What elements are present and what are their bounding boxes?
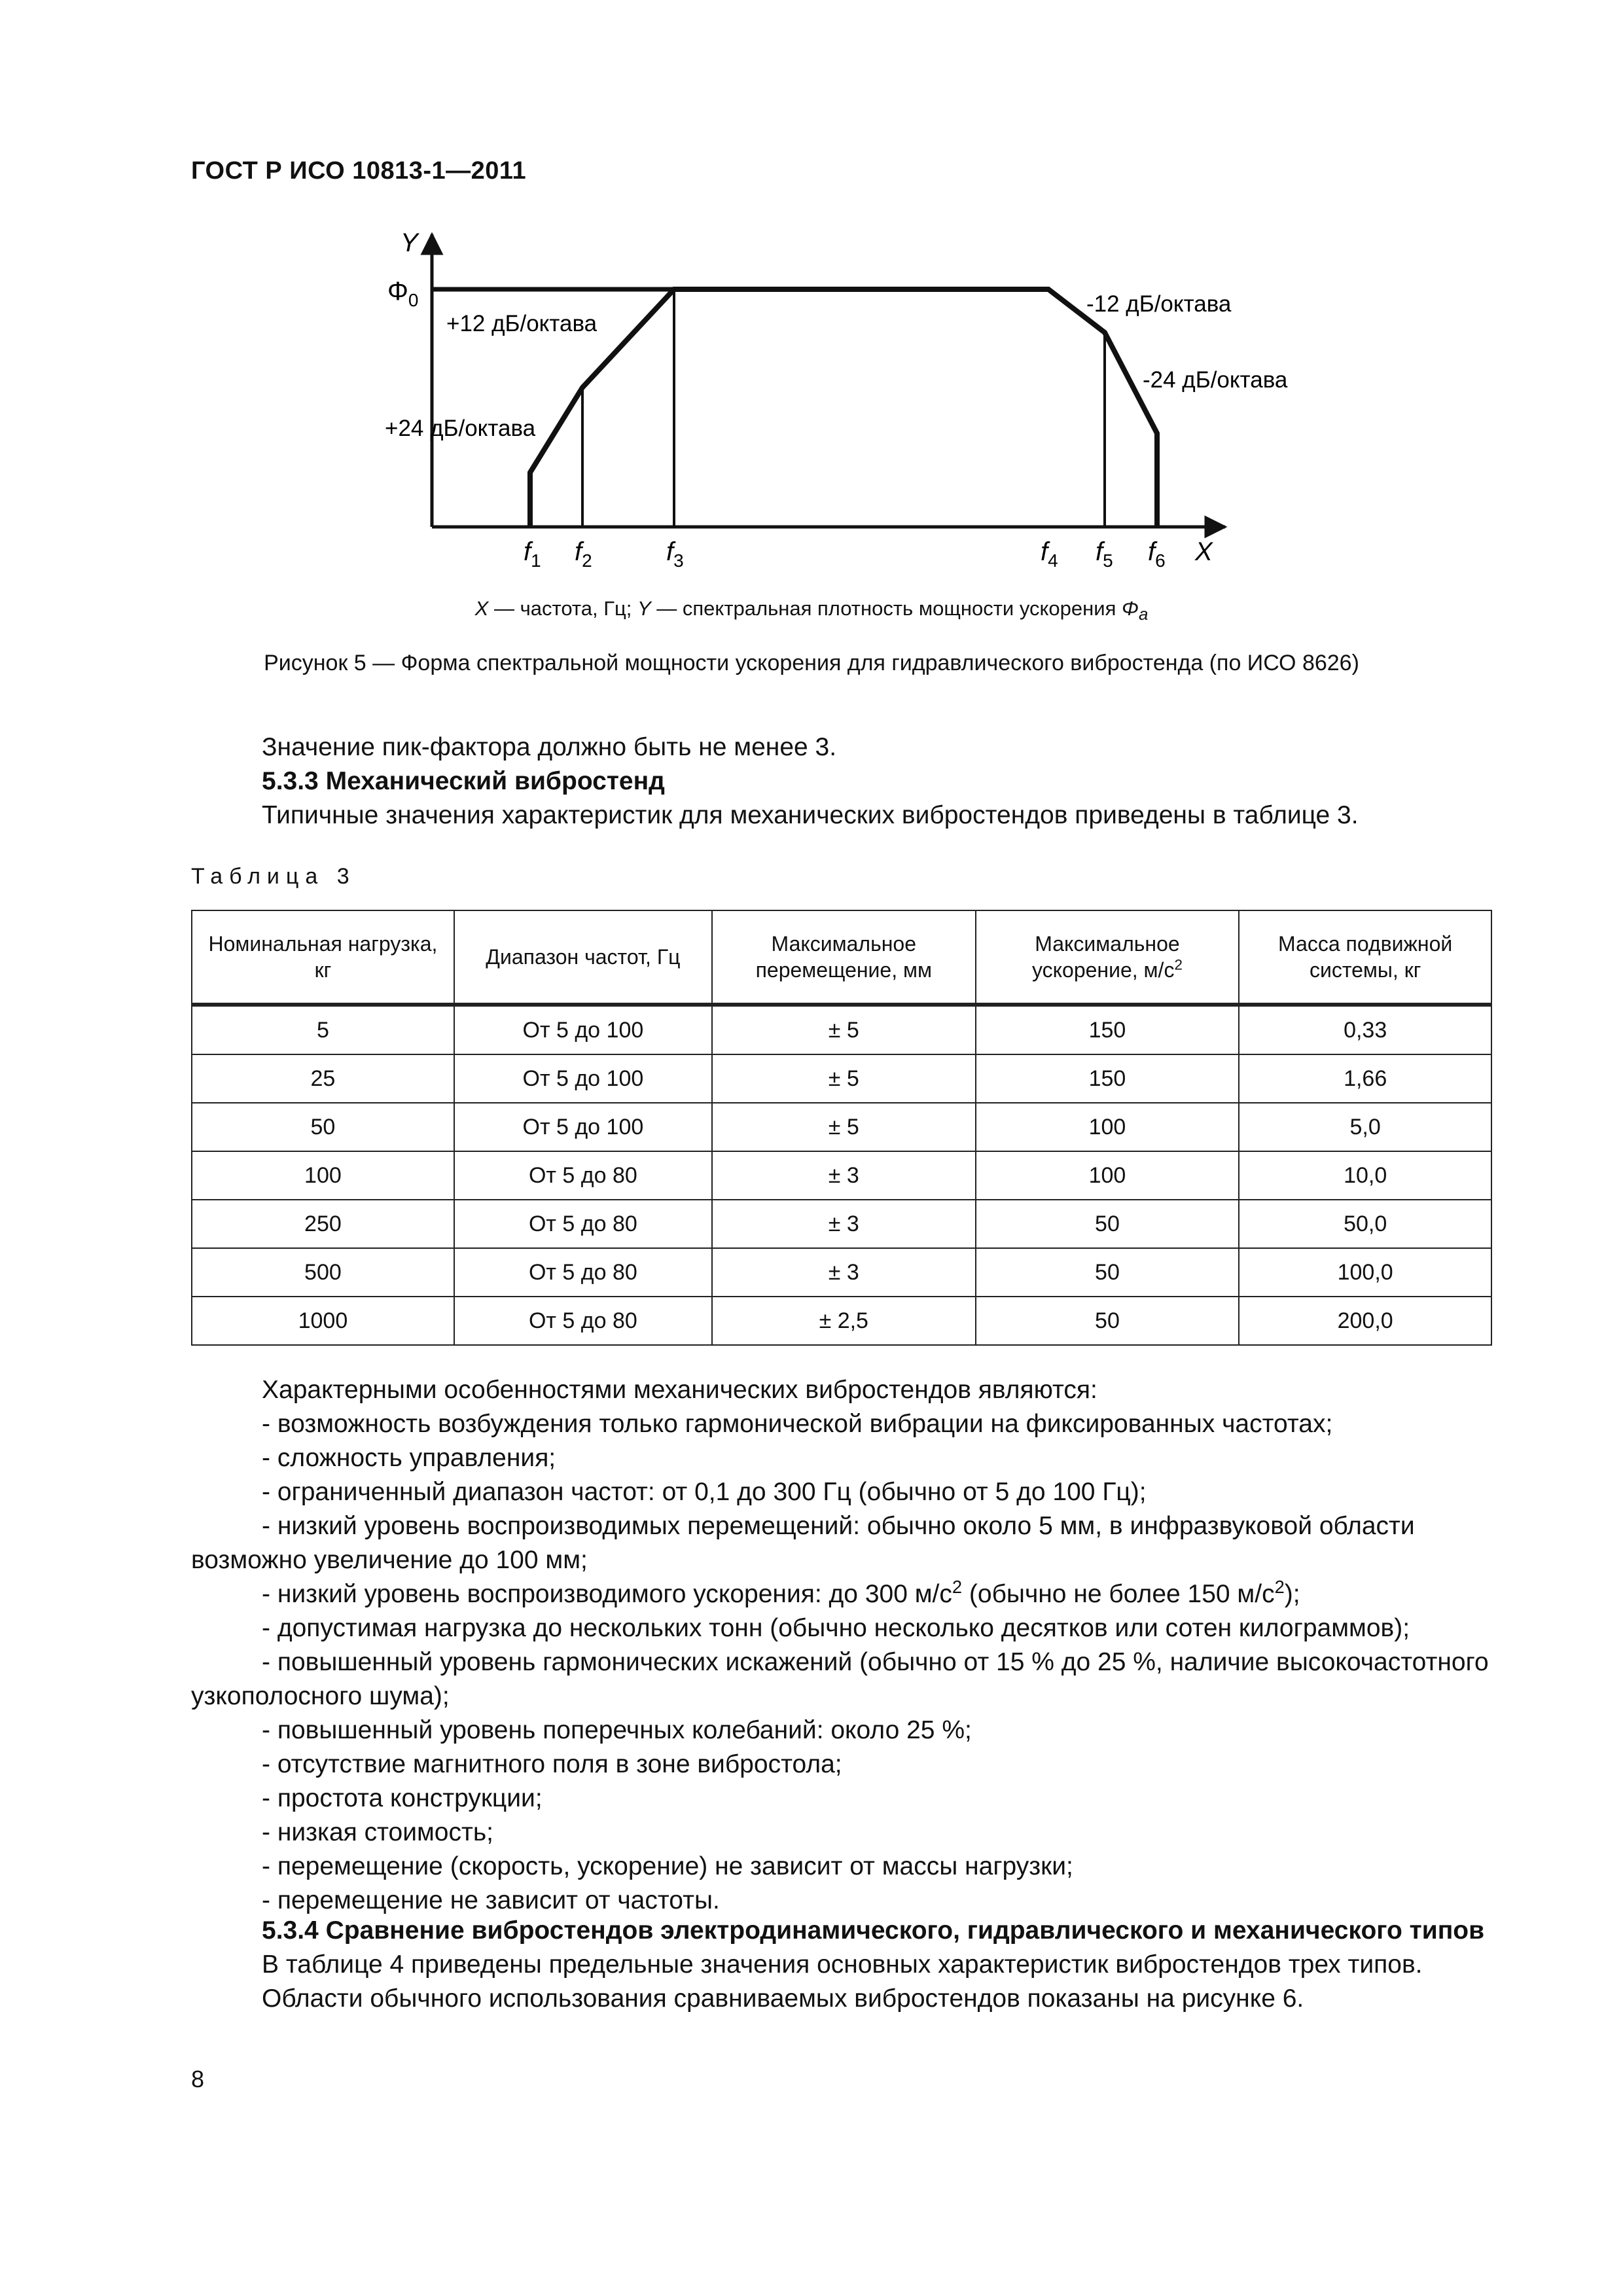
tick-f4: $f_4$ <box>1041 537 1058 571</box>
list-item: - возможность возбуждения только гармонической вибрации на фиксированных частотах; <box>262 1410 1333 1438</box>
list-item: - перемещение не зависит от частоты. <box>262 1886 720 1914</box>
section-534 <box>191 1914 1493 2016</box>
section-534-heading: 5.3.4 Сравнение вибростендов электродинамического, гидравлического и механического типов <box>262 1916 1485 1945</box>
tick-f5: $f_5$ <box>1096 537 1113 571</box>
list-item: - простота конструкции; <box>262 1784 543 1812</box>
table-row: 500 От 5 до 80 ± 3 50 100,0 <box>192 1248 1491 1297</box>
y-axis-label: Y <box>401 228 418 257</box>
list-item: - сложность управления; <box>262 1444 556 1472</box>
phi0-label: $\Phi_0$ <box>387 277 419 310</box>
table-row: 25 От 5 до 100 ± 5 150 1,66 <box>192 1054 1491 1103</box>
table-row: 5 От 5 до 100 ± 5 150 0,33 <box>192 1005 1491 1054</box>
document-header: ГОСТ Р ИСО 10813-1—2011 <box>191 157 527 185</box>
tick-f3: $f_3$ <box>666 537 684 571</box>
list-item: - повышенный уровень гармонических искажений (обычно от 15 % до 25 %, наличие высокочастотного узкополосного шума); <box>191 1648 1489 1710</box>
section-534-paragraph-1: В таблице 4 приведены предельные значения основных характеристик вибростендов трех типов. <box>262 1950 1423 1979</box>
figure-legend: X — частота, Гц; Y — спектральная плотность мощности ускорения $\Phi_a$ <box>474 597 1149 624</box>
list-item: - допустимая нагрузка до нескольких тонн (обычно несколько десятков или сотен килограммов); <box>262 1614 1410 1642</box>
slope-label-plus24: +24 дБ/октава <box>385 416 536 441</box>
peak-factor-paragraph: Значение пик-фактора должно быть не менее 3. <box>262 733 837 761</box>
section-533-intro <box>191 730 1500 833</box>
column-header-frequency: Диапазон частот, Гц <box>454 910 712 1005</box>
column-header-acceleration: Максимальное ускорение, $м/с^2$ <box>976 910 1240 1005</box>
section-533-heading: 5.3.3 Механический вибростенд <box>262 767 665 795</box>
table-row: 250 От 5 до 80 ± 3 50 50,0 <box>192 1200 1491 1248</box>
figure-caption: Рисунок 5 — Форма спектральной мощности ускорения для гидравлического вибростенда (по ИСО 8626) <box>264 651 1359 675</box>
section-534-paragraph-2: Области обычного использования сравниваемых вибростендов показаны на рисунке 6. <box>262 1984 1304 2013</box>
list-item: - отсутствие магнитного поля в зоне вибростола; <box>262 1750 842 1778</box>
list-item: - ограниченный диапазон частот: от 0,1 до 300 Гц (обычно от 5 до 100 Гц); <box>262 1478 1147 1506</box>
table-title: Таблица 3 <box>191 864 356 889</box>
vibration-table-3 <box>191 910 1492 1346</box>
table-row: 50 От 5 до 100 ± 5 100 5,0 <box>192 1103 1491 1151</box>
list-item: - низкий уровень воспроизводимого ускорения: до 300 $м/с^2$ (обычно не более 150 $м/с^2$); <box>262 1577 1300 1608</box>
tick-f1: $f_1$ <box>524 537 541 571</box>
column-header-load: Номинальная нагрузка, кг <box>192 910 454 1005</box>
psd-curve <box>530 289 1157 527</box>
table-row: 1000 От 5 до 80 ± 2,5 50 200,0 <box>192 1297 1491 1345</box>
slope-label-minus24: -24 дБ/октава <box>1143 367 1288 393</box>
table-row: 100 От 5 до 80 ± 3 100 10,0 <box>192 1151 1491 1200</box>
table3-reference-paragraph: Типичные значения характеристик для механических вибростендов приведены в таблице 3. <box>262 801 1359 829</box>
table-header-row <box>192 910 1491 1005</box>
list-item: - низкая стоимость; <box>262 1818 494 1846</box>
slope-label-plus12: +12 дБ/октава <box>446 311 597 336</box>
tick-f6: $f_6$ <box>1148 537 1166 571</box>
list-item: - повышенный уровень поперечных колебаний: около 25 %; <box>262 1716 972 1744</box>
column-header-mass: Масса подвижной системы, кг <box>1239 910 1491 1005</box>
list-item: - низкий уровень воспроизводимых перемещений: обычно около 5 мм, в инфразвуковой области возможно увеличение до 100 мм; <box>191 1512 1415 1574</box>
list-item: - перемещение (скорость, ускорение) не зависит от массы нагрузки; <box>262 1852 1073 1880</box>
x-axis-label: X <box>1195 537 1213 566</box>
column-header-displacement: Максимальное перемещение, мм <box>712 910 976 1005</box>
slope-label-minus12: -12 дБ/октава <box>1086 291 1232 317</box>
tick-f2: $f_2$ <box>575 537 592 571</box>
features-intro: Характерными особенностями механических вибростендов являются: <box>262 1376 1097 1404</box>
psd-shape-figure <box>0 0 1623 589</box>
page-number: 8 <box>191 2066 205 2092</box>
features-list <box>191 1373 1493 1918</box>
